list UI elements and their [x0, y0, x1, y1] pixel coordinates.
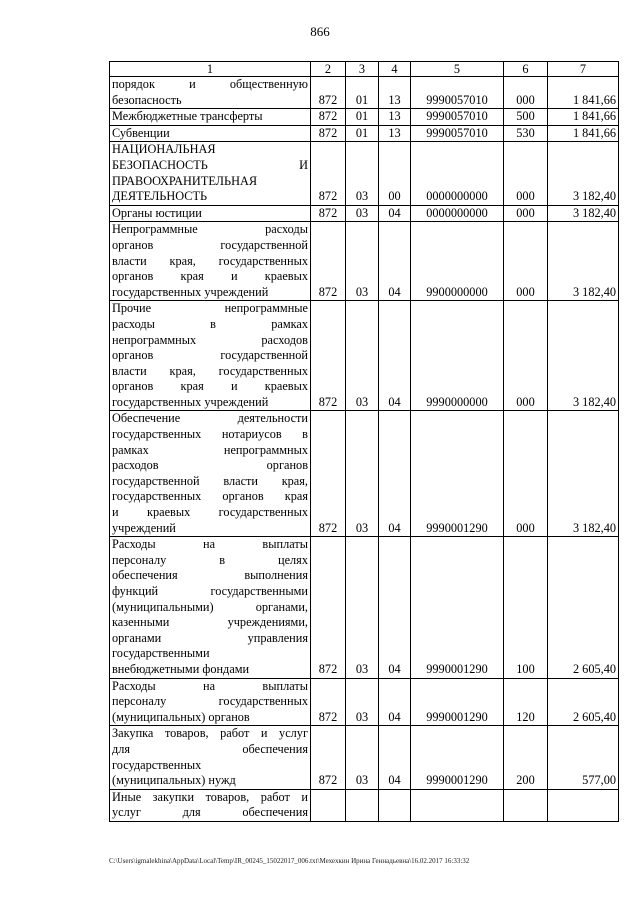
table-row: [110, 142, 619, 205]
row-name-line: власти края, государственных: [112, 363, 308, 378]
header-col-4: 4: [379, 62, 411, 77]
row-c3-cell: 03: [346, 678, 379, 726]
row-name-line: органов края и краевых: [112, 379, 308, 394]
row-c4-cell: 04: [379, 205, 411, 222]
row-c5-cell: 0000000000: [411, 142, 504, 205]
table-row: [110, 125, 619, 142]
row-name-line: Межбюджетные трансферты: [112, 109, 263, 124]
row-name-cell: [110, 301, 311, 411]
table-row: [110, 109, 619, 126]
row-c6-cell: 100: [504, 537, 548, 678]
row-name-line: расходов органов: [112, 458, 308, 473]
row-c6-cell: 000: [504, 222, 548, 301]
row-c6-cell: [504, 789, 548, 821]
row-name-line: персоналу в целях: [112, 552, 308, 567]
row-name-cell: [110, 142, 311, 205]
row-c3-cell: 03: [346, 537, 379, 678]
row-c5-cell: 9990057010: [411, 77, 504, 109]
row-c3-cell: [346, 789, 379, 821]
row-c5-cell: 9990001290: [411, 537, 504, 678]
header-row: [110, 62, 619, 77]
row-name-line: функций государственными: [112, 584, 308, 598]
row-name-line: органов государственной: [112, 348, 308, 363]
row-c4-cell: 04: [379, 726, 411, 789]
row-c5-cell: 9990057010: [411, 125, 504, 142]
row-c5-cell: [411, 789, 504, 821]
row-c7-cell: 1 841,66: [548, 109, 619, 126]
row-c6-cell: 500: [504, 109, 548, 126]
row-name-line: государственных учреждений: [112, 284, 269, 299]
row-c7-cell: 3 182,40: [548, 142, 619, 205]
row-c7-cell: [548, 789, 619, 821]
row-c2-cell: 872: [311, 411, 346, 537]
row-name-line: учреждений: [112, 520, 176, 535]
row-name-cell: [110, 77, 311, 109]
row-c6-cell: 000: [504, 142, 548, 205]
row-c4-cell: 04: [379, 301, 411, 411]
row-c2-cell: 872: [311, 142, 346, 205]
row-name-line: ДЕЯТЕЛЬНОСТЬ: [112, 189, 208, 204]
row-c6-cell: 120: [504, 678, 548, 726]
row-name-line: (муниципальных) органов: [112, 709, 250, 724]
table-row: [110, 678, 619, 726]
row-c5-cell: 9990001290: [411, 411, 504, 537]
row-c3-cell: 03: [346, 726, 379, 789]
row-c5-cell: 9990000000: [411, 301, 504, 411]
row-name-line: государственной власти края,: [112, 473, 308, 488]
header-col-1: 1: [110, 62, 311, 77]
row-c3-cell: 01: [346, 125, 379, 142]
row-name-cell: [110, 125, 311, 142]
page-number: 866: [310, 24, 330, 39]
row-name-line: (муниципальными) органами,: [112, 599, 308, 614]
row-c7-cell: 577,00: [548, 726, 619, 789]
row-c4-cell: 13: [379, 125, 411, 142]
row-name-line: услуг для обеспечения: [112, 805, 308, 820]
row-c2-cell: 872: [311, 537, 346, 678]
row-c7-cell: 3 182,40: [548, 222, 619, 301]
row-name-line: НАЦИОНАЛЬНАЯ: [112, 142, 216, 157]
table-row: [110, 301, 619, 411]
row-c4-cell: 04: [379, 537, 411, 678]
table-body: [110, 77, 619, 822]
row-c4-cell: 04: [379, 678, 411, 726]
row-c3-cell: 03: [346, 411, 379, 537]
table-row: [110, 222, 619, 301]
row-name-line: непрограммных расходов: [112, 332, 308, 347]
table-row: [110, 789, 619, 821]
row-name-line: персоналу государственных: [112, 694, 308, 709]
row-name-cell: [110, 109, 311, 126]
row-c7-cell: 3 182,40: [548, 205, 619, 222]
row-c3-cell: 03: [346, 301, 379, 411]
table-row: [110, 537, 619, 678]
row-name-line: безопасность: [112, 92, 182, 107]
row-c3-cell: 03: [346, 205, 379, 222]
row-name-line: государственных учреждений: [112, 394, 269, 409]
row-c4-cell: 04: [379, 411, 411, 537]
row-name-line: внебюджетными фондами: [112, 661, 250, 676]
row-name-line: Органы юстиции: [112, 205, 202, 220]
row-name-line: Иные закупки товаров, работ и: [112, 789, 308, 804]
row-name-cell: [110, 537, 311, 678]
table-row: [110, 77, 619, 109]
row-c3-cell: 01: [346, 109, 379, 126]
row-name-line: БЕЗОПАСНОСТЬ И: [112, 157, 308, 172]
table-row: [110, 411, 619, 537]
row-c2-cell: 872: [311, 125, 346, 142]
row-c7-cell: 1 841,66: [548, 77, 619, 109]
row-name-line: казенными учреждениями,: [112, 615, 308, 630]
row-c7-cell: 3 182,40: [548, 301, 619, 411]
footer-file-path: C:\Users\igmalekhina\AppData\Local\Temp\IR_00245_15022017_006.txt\Мехехкин Ирина Геннадьевна\16.02.2017 16:33:32: [109, 857, 470, 865]
row-c4-cell: 04: [379, 222, 411, 301]
row-name-line: порядок и общественную: [112, 77, 308, 91]
header-col-6: 6: [504, 62, 548, 77]
row-c2-cell: 872: [311, 77, 346, 109]
row-name-line: Субвенции: [112, 125, 170, 140]
row-c5-cell: 9990001290: [411, 726, 504, 789]
row-name-cell: [110, 411, 311, 537]
row-name-line: органов края и краевых: [112, 269, 308, 284]
row-name-cell: [110, 726, 311, 789]
row-name-line: органов государственной: [112, 237, 308, 252]
row-name-line: государственными: [112, 646, 210, 661]
row-c7-cell: 2 605,40: [548, 678, 619, 726]
row-name-line: для обеспечения: [112, 741, 308, 756]
row-c2-cell: 872: [311, 205, 346, 222]
row-c5-cell: 9990057010: [411, 109, 504, 126]
row-c6-cell: 000: [504, 411, 548, 537]
row-c2-cell: 872: [311, 726, 346, 789]
row-name-line: ПРАВООХРАНИТЕЛЬНАЯ: [112, 173, 258, 188]
row-c6-cell: 000: [504, 301, 548, 411]
row-c4-cell: 13: [379, 77, 411, 109]
header-col-5: 5: [411, 62, 504, 77]
row-c2-cell: [311, 789, 346, 821]
row-name-line: Обеспечение деятельности: [112, 411, 308, 426]
row-c3-cell: 01: [346, 77, 379, 109]
row-c4-cell: 00: [379, 142, 411, 205]
row-c2-cell: 872: [311, 301, 346, 411]
header-col-3: 3: [346, 62, 379, 77]
row-name-line: государственных: [112, 757, 202, 772]
row-c7-cell: 3 182,40: [548, 411, 619, 537]
row-name-line: Прочие непрограммные: [112, 301, 308, 316]
row-c6-cell: 000: [504, 205, 548, 222]
row-name-cell: [110, 678, 311, 726]
row-c3-cell: 03: [346, 222, 379, 301]
header-col-2: 2: [311, 62, 346, 77]
row-name-line: обеспечения выполнения: [112, 568, 308, 583]
row-c2-cell: 872: [311, 109, 346, 126]
row-name-line: власти края, государственных: [112, 253, 308, 268]
row-name-line: государственных органов края: [112, 489, 308, 504]
table-row: [110, 205, 619, 222]
row-name-line: и краевых государственных: [112, 505, 308, 520]
row-c5-cell: 0000000000: [411, 205, 504, 222]
row-name-cell: [110, 789, 311, 821]
row-name-line: (муниципальных) нужд: [112, 773, 236, 788]
row-name-line: Непрограммные расходы: [112, 222, 308, 237]
row-c7-cell: 1 841,66: [548, 125, 619, 142]
row-name-line: Закупка товаров, работ и услуг: [112, 726, 308, 741]
row-name-line: органами управления: [112, 630, 308, 645]
row-c2-cell: 872: [311, 678, 346, 726]
row-name-line: расходы в рамках: [112, 316, 308, 331]
header-col-7: 7: [548, 62, 619, 77]
row-c6-cell: 000: [504, 77, 548, 109]
row-name-line: Расходы на выплаты: [112, 537, 308, 552]
row-name-line: Расходы на выплаты: [112, 678, 308, 693]
row-c5-cell: 9900000000: [411, 222, 504, 301]
row-name-cell: [110, 222, 311, 301]
table-row: [110, 726, 619, 789]
budget-table: [109, 61, 619, 822]
row-c4-cell: 13: [379, 109, 411, 126]
row-c6-cell: 200: [504, 726, 548, 789]
row-name-line: рамках непрограммных: [112, 442, 308, 457]
row-c5-cell: 9990001290: [411, 678, 504, 726]
row-c2-cell: 872: [311, 222, 346, 301]
row-name-cell: [110, 205, 311, 222]
row-c4-cell: [379, 789, 411, 821]
row-c6-cell: 530: [504, 125, 548, 142]
row-c7-cell: 2 605,40: [548, 537, 619, 678]
row-name-line: государственных нотариусов в: [112, 427, 308, 442]
row-c3-cell: 03: [346, 142, 379, 205]
